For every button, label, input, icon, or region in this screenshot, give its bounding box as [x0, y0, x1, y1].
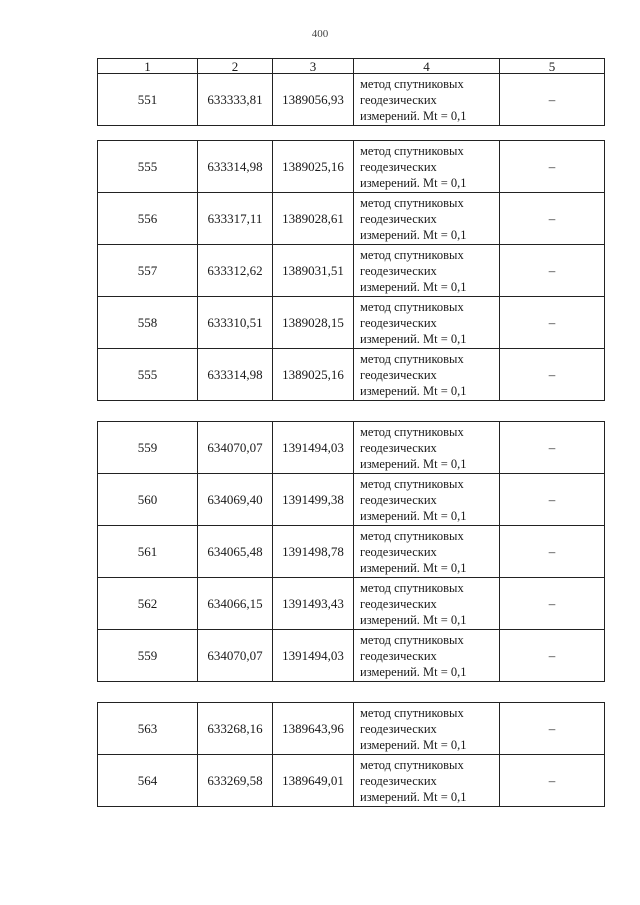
x-coordinate-cell: 634070,07: [198, 630, 273, 682]
method-cell: [354, 703, 500, 755]
x-coordinate-cell: 633310,51: [198, 297, 273, 349]
description-cell: –: [500, 349, 605, 401]
group-separator: [98, 682, 605, 703]
method-cell: [354, 755, 500, 807]
point-number-cell: 564: [98, 755, 198, 807]
method-cell: [354, 422, 500, 474]
point-number-cell: 559: [98, 630, 198, 682]
point-number-cell: 556: [98, 193, 198, 245]
method-cell: [354, 578, 500, 630]
method-line: метод спутниковых: [360, 580, 464, 595]
table-row: [98, 755, 605, 807]
header-cell: 2: [198, 59, 273, 74]
method-line: геодезических: [360, 315, 437, 330]
table-row: [98, 474, 605, 526]
table-row: [98, 578, 605, 630]
separator-cell: [98, 126, 605, 141]
x-coordinate-cell: 634065,48: [198, 526, 273, 578]
method-cell: [354, 193, 500, 245]
description-cell: –: [500, 526, 605, 578]
method-line: измерений. Mt = 0,1: [360, 789, 467, 804]
method-line: метод спутниковых: [360, 143, 464, 158]
y-coordinate-cell: 1389649,01: [273, 755, 354, 807]
method-line: метод спутниковых: [360, 351, 464, 366]
method-line: геодезических: [360, 721, 437, 736]
method-line: геодезических: [360, 211, 437, 226]
description-cell: –: [500, 141, 605, 193]
x-coordinate-cell: 633269,58: [198, 755, 273, 807]
method-line: измерений. Mt = 0,1: [360, 612, 467, 627]
method-line: геодезических: [360, 596, 437, 611]
method-cell: [354, 74, 500, 126]
method-line: метод спутниковых: [360, 247, 464, 262]
table-header-row: [98, 59, 605, 74]
description-cell: –: [500, 422, 605, 474]
method-cell: [354, 297, 500, 349]
x-coordinate-cell: 633314,98: [198, 141, 273, 193]
method-line: геодезических: [360, 492, 437, 507]
method-line: геодезических: [360, 367, 437, 382]
method-line: геодезических: [360, 263, 437, 278]
y-coordinate-cell: 1389028,15: [273, 297, 354, 349]
table-row: [98, 297, 605, 349]
method-line: метод спутниковых: [360, 76, 464, 91]
description-cell: –: [500, 755, 605, 807]
method-line: измерений. Mt = 0,1: [360, 331, 467, 346]
y-coordinate-cell: 1389031,51: [273, 245, 354, 297]
method-line: геодезических: [360, 544, 437, 559]
method-cell: [354, 474, 500, 526]
x-coordinate-cell: 633333,81: [198, 74, 273, 126]
point-number-cell: 551: [98, 74, 198, 126]
method-cell: [354, 349, 500, 401]
header-cell: 1: [98, 59, 198, 74]
table-row: [98, 74, 605, 126]
y-coordinate-cell: 1391499,38: [273, 474, 354, 526]
description-cell: –: [500, 474, 605, 526]
table-row: [98, 193, 605, 245]
method-line: метод спутниковых: [360, 195, 464, 210]
method-line: метод спутниковых: [360, 476, 464, 491]
method-line: измерений. Mt = 0,1: [360, 108, 467, 123]
header-cell: 4: [354, 59, 500, 74]
table-row: [98, 141, 605, 193]
separator-cell: [98, 682, 605, 703]
method-cell: [354, 526, 500, 578]
method-line: метод спутниковых: [360, 424, 464, 439]
description-cell: –: [500, 578, 605, 630]
y-coordinate-cell: 1389025,16: [273, 349, 354, 401]
table-row: [98, 630, 605, 682]
method-line: метод спутниковых: [360, 705, 464, 720]
point-number-cell: 560: [98, 474, 198, 526]
method-line: метод спутниковых: [360, 299, 464, 314]
y-coordinate-cell: 1391493,43: [273, 578, 354, 630]
method-line: измерений. Mt = 0,1: [360, 383, 467, 398]
method-line: геодезических: [360, 159, 437, 174]
page-number: 400: [311, 28, 329, 40]
method-line: геодезических: [360, 773, 437, 788]
description-cell: –: [500, 193, 605, 245]
method-cell: [354, 630, 500, 682]
description-cell: –: [500, 297, 605, 349]
table-body: [98, 59, 605, 807]
group-separator: [98, 401, 605, 422]
x-coordinate-cell: 634066,15: [198, 578, 273, 630]
y-coordinate-cell: 1389025,16: [273, 141, 354, 193]
point-number-cell: 558: [98, 297, 198, 349]
description-cell: –: [500, 630, 605, 682]
x-coordinate-cell: 633312,62: [198, 245, 273, 297]
method-line: измерений. Mt = 0,1: [360, 560, 467, 575]
table-row: [98, 526, 605, 578]
y-coordinate-cell: 1389028,61: [273, 193, 354, 245]
y-coordinate-cell: 1389056,93: [273, 74, 354, 126]
description-cell: –: [500, 245, 605, 297]
x-coordinate-cell: 633317,11: [198, 193, 273, 245]
method-line: измерений. Mt = 0,1: [360, 508, 467, 523]
point-number-cell: 563: [98, 703, 198, 755]
description-cell: –: [500, 703, 605, 755]
group-separator: [98, 126, 605, 141]
header-cell: 5: [500, 59, 605, 74]
description-cell: –: [500, 74, 605, 126]
point-number-cell: 561: [98, 526, 198, 578]
point-number-cell: 555: [98, 141, 198, 193]
method-line: геодезических: [360, 440, 437, 455]
table-row: [98, 349, 605, 401]
point-number-cell: 555: [98, 349, 198, 401]
table-row: [98, 422, 605, 474]
x-coordinate-cell: 633268,16: [198, 703, 273, 755]
header-cell: 3: [273, 59, 354, 74]
method-line: метод спутниковых: [360, 632, 464, 647]
method-line: измерений. Mt = 0,1: [360, 664, 467, 679]
y-coordinate-cell: 1391494,03: [273, 630, 354, 682]
x-coordinate-cell: 634069,40: [198, 474, 273, 526]
table-row: [98, 245, 605, 297]
x-coordinate-cell: 633314,98: [198, 349, 273, 401]
method-line: измерений. Mt = 0,1: [360, 737, 467, 752]
method-line: измерений. Mt = 0,1: [360, 279, 467, 294]
method-cell: [354, 141, 500, 193]
table-row: [98, 703, 605, 755]
y-coordinate-cell: 1391498,78: [273, 526, 354, 578]
method-line: метод спутниковых: [360, 757, 464, 772]
separator-cell: [98, 401, 605, 422]
method-line: метод спутниковых: [360, 528, 464, 543]
coordinates-table: [97, 58, 605, 807]
method-cell: [354, 245, 500, 297]
method-line: геодезических: [360, 648, 437, 663]
method-line: измерений. Mt = 0,1: [360, 227, 467, 242]
point-number-cell: 562: [98, 578, 198, 630]
point-number-cell: 559: [98, 422, 198, 474]
y-coordinate-cell: 1391494,03: [273, 422, 354, 474]
x-coordinate-cell: 634070,07: [198, 422, 273, 474]
method-line: измерений. Mt = 0,1: [360, 456, 467, 471]
method-line: геодезических: [360, 92, 437, 107]
point-number-cell: 557: [98, 245, 198, 297]
y-coordinate-cell: 1389643,96: [273, 703, 354, 755]
method-line: измерений. Mt = 0,1: [360, 175, 467, 190]
